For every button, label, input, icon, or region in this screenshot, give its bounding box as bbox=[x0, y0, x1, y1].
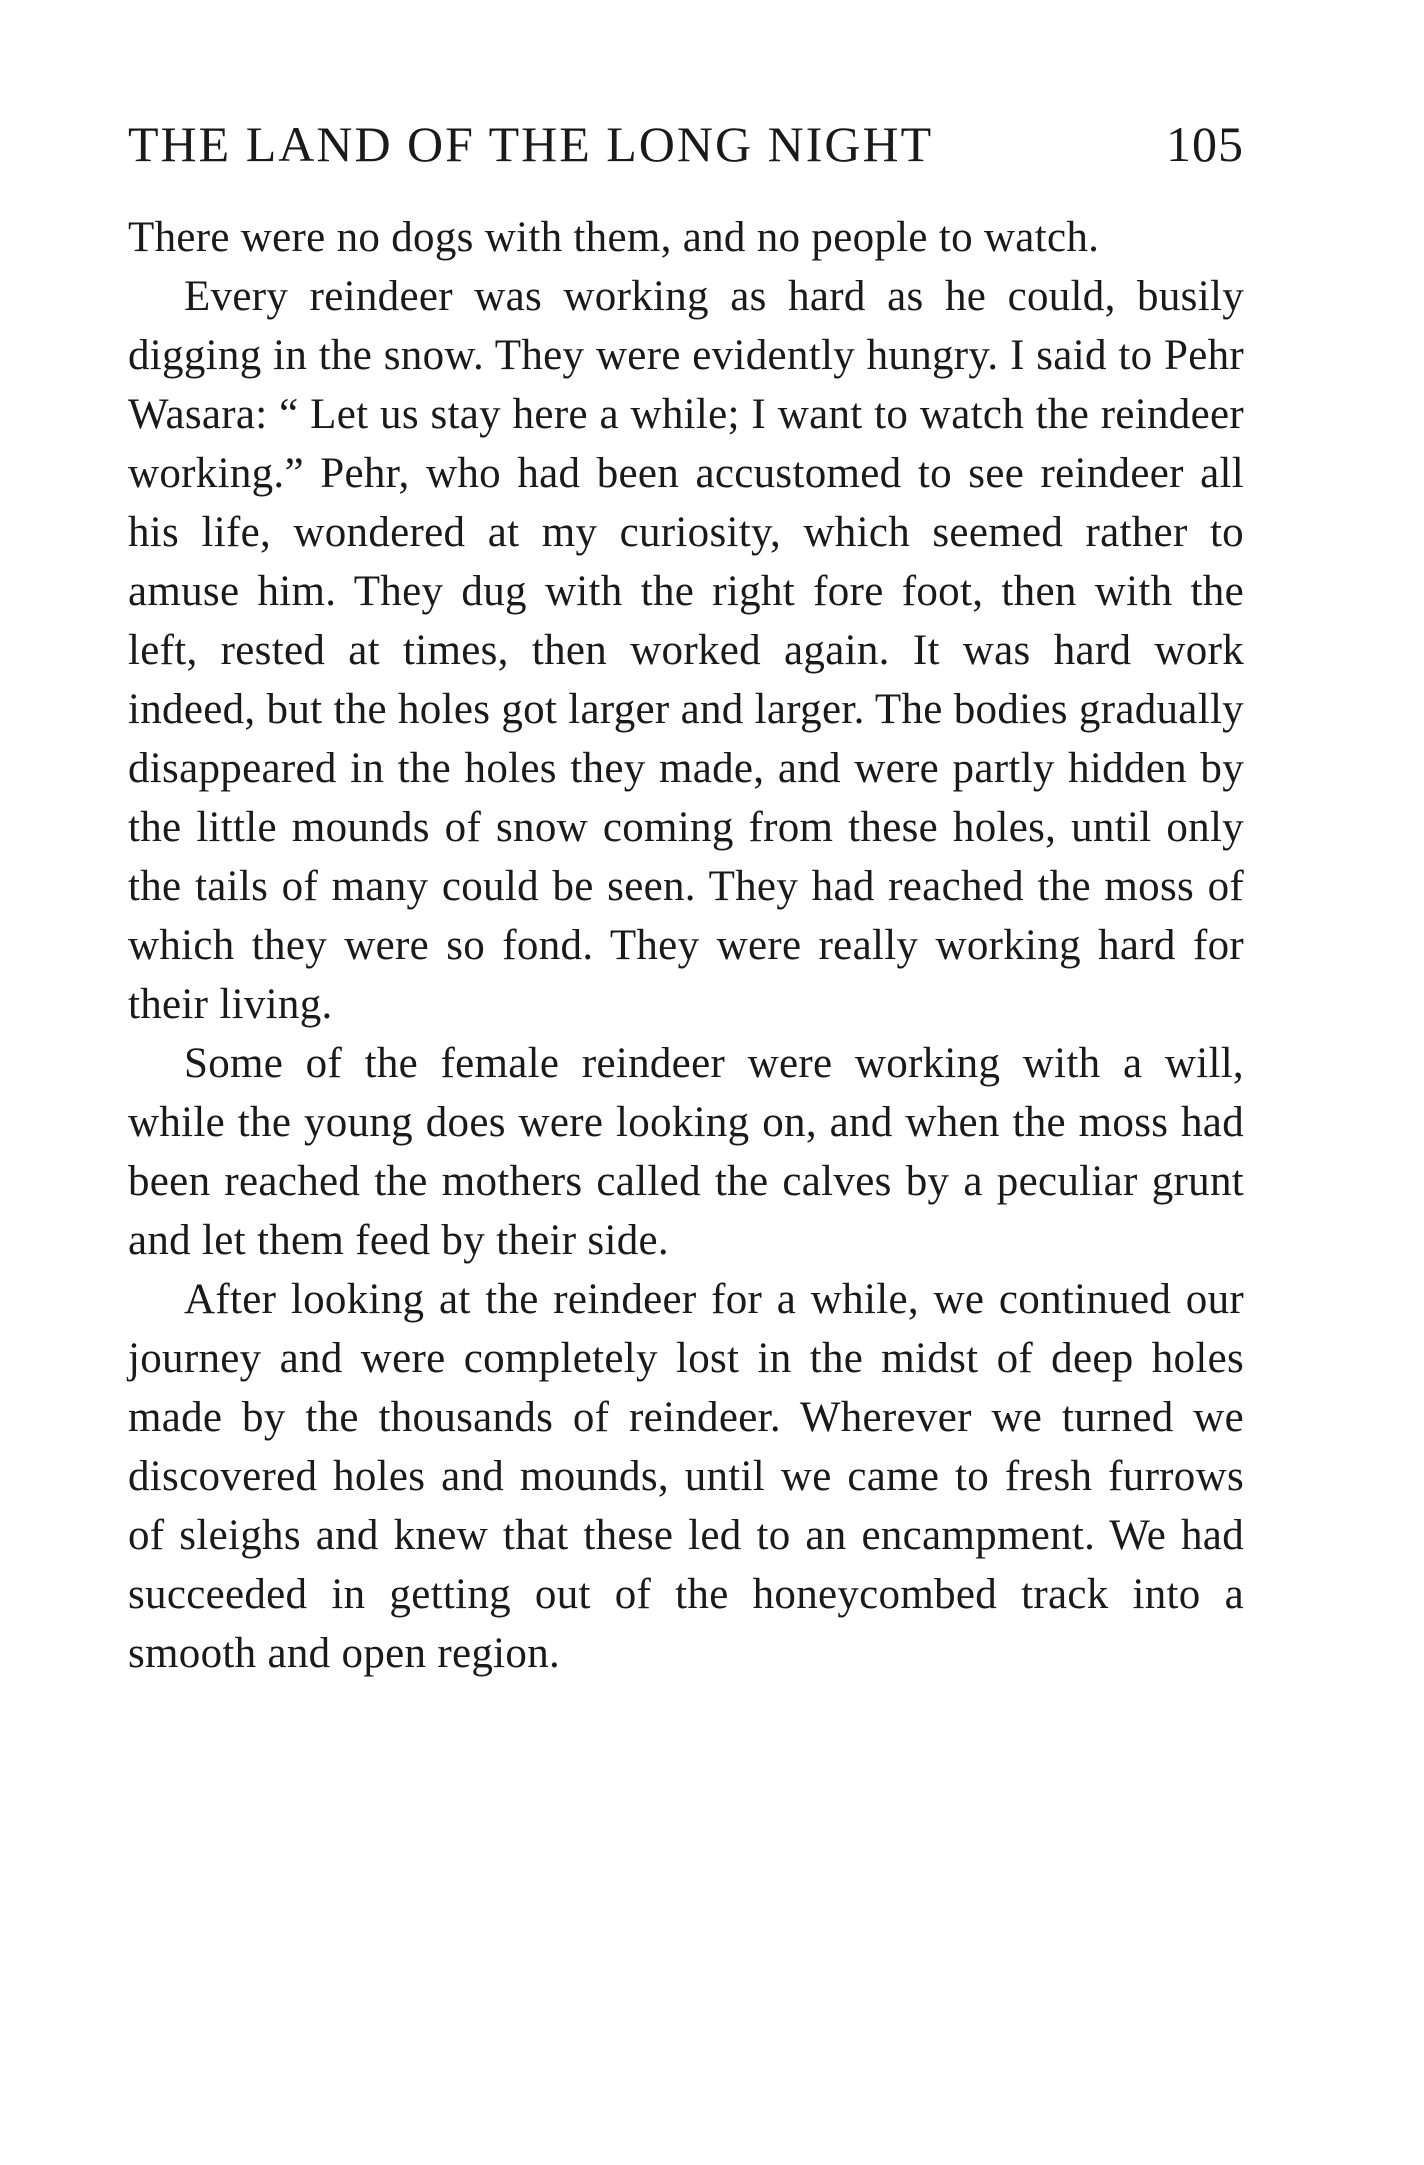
body-text bbox=[128, 208, 1244, 1683]
running-title: THE LAND OF THE LONG NIGHT bbox=[128, 116, 934, 172]
paragraph-female-reindeer: Some of the female reindeer were working with a will, while the young does were looking on, and when the moss had been reached the mothers called the calves by a peculiar grunt and let them feed by their side. bbox=[128, 1040, 1244, 1264]
running-head bbox=[128, 112, 1244, 176]
page-number: 105 bbox=[1166, 116, 1244, 172]
paragraph-reindeer-digging: Every reindeer was working as hard as he could, busily digging in the snow. They were evidently hungry. I said to Pehr Wasara: “ Let us stay here a while; I want to watch the reindeer working.” Pehr, who had been accustomed to see reindeer all his life, wondered at my curiosity, which seemed rather to amuse him. They dug with the right fore foot, then with the left, rested at times, then worked again. It was hard work indeed, but the holes got larger and larger. The bodies gradually disappeared in the holes they made, and were partly hidden by the little mounds of snow coming from these holes, until only the tails of many could be seen. They had reached the moss of which they were so fond. They were really working hard for their living. bbox=[128, 273, 1244, 1028]
paragraph-continued-journey: After looking at the reindeer for a while, we continued our journey and were completely lost in the midst of deep holes made by the thousands of reindeer. Wherever we turned we discovered holes and mounds, until we came to fresh furrows of sleighs and knew that these led to an encampment. We had succeeded in getting out of the honeycombed track into a smooth and open region. bbox=[128, 1276, 1244, 1677]
paragraph-continued: There were no dogs with them, and no people to watch. bbox=[128, 214, 1100, 261]
